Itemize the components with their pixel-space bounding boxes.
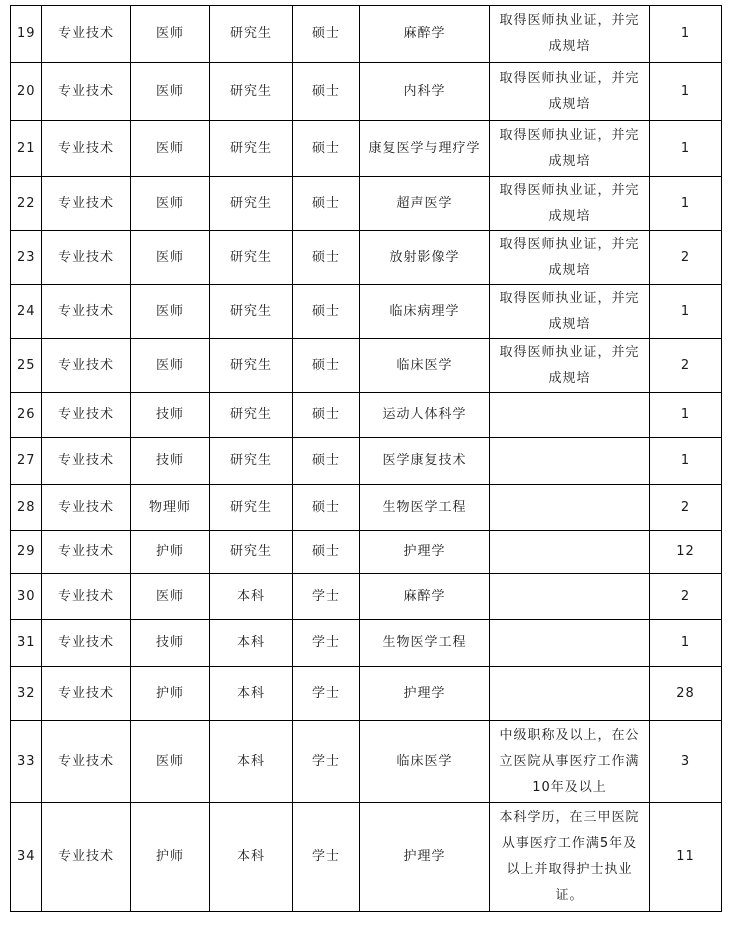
position-cell: 医师: [131, 121, 210, 177]
position-cell: 医师: [131, 6, 210, 63]
table-row: [11, 485, 722, 531]
education-cell: 研究生: [210, 121, 293, 177]
position-cell: 医师: [131, 63, 210, 121]
major-cell: 护理学: [360, 531, 490, 574]
table-row: [11, 438, 722, 485]
table-row: [11, 393, 722, 438]
major-cell: 临床医学: [360, 721, 490, 803]
degree-cell: 硕士: [293, 231, 360, 285]
major-cell: 康复医学与理疗学: [360, 121, 490, 177]
position-cell: 技师: [131, 620, 210, 667]
requirement-cell: 取得医师执业证，并完成规培: [490, 231, 650, 285]
table-row: [11, 177, 722, 231]
education-cell: 本科: [210, 667, 293, 721]
position-cell: 护师: [131, 803, 210, 912]
major-cell: 生物医学工程: [360, 620, 490, 667]
degree-cell: 硕士: [293, 485, 360, 531]
category-cell: 专业技术: [42, 121, 131, 177]
table-row: [11, 531, 722, 574]
education-cell: 研究生: [210, 393, 293, 438]
requirement-cell: 取得医师执业证，并完成规培: [490, 177, 650, 231]
education-cell: 研究生: [210, 63, 293, 121]
category-cell: 专业技术: [42, 393, 131, 438]
headcount-cell: 2: [650, 231, 722, 285]
category-cell: 专业技术: [42, 574, 131, 620]
row-number-cell: 30: [11, 574, 42, 620]
table-row: [11, 285, 722, 339]
degree-cell: 硕士: [293, 6, 360, 63]
table-row: [11, 667, 722, 721]
category-cell: 专业技术: [42, 339, 131, 393]
category-cell: 专业技术: [42, 803, 131, 912]
requirement-cell: 取得医师执业证，并完成规培: [490, 6, 650, 63]
headcount-cell: 1: [650, 6, 722, 63]
education-cell: 研究生: [210, 438, 293, 485]
requirement-cell: [490, 531, 650, 574]
category-cell: 专业技术: [42, 6, 131, 63]
category-cell: 专业技术: [42, 485, 131, 531]
education-cell: 研究生: [210, 231, 293, 285]
row-number-cell: 19: [11, 6, 42, 63]
position-cell: 医师: [131, 285, 210, 339]
requirement-cell: [490, 393, 650, 438]
major-cell: 麻醉学: [360, 6, 490, 63]
requirement-cell: [490, 438, 650, 485]
major-cell: 运动人体科学: [360, 393, 490, 438]
requirement-cell: 取得医师执业证，并完成规培: [490, 339, 650, 393]
major-cell: 护理学: [360, 667, 490, 721]
recruitment-table: [10, 5, 722, 912]
row-number-cell: 28: [11, 485, 42, 531]
headcount-cell: 1: [650, 285, 722, 339]
education-cell: 本科: [210, 574, 293, 620]
headcount-cell: 28: [650, 667, 722, 721]
position-cell: 医师: [131, 177, 210, 231]
headcount-cell: 2: [650, 485, 722, 531]
category-cell: 专业技术: [42, 438, 131, 485]
category-cell: 专业技术: [42, 531, 131, 574]
degree-cell: 硕士: [293, 121, 360, 177]
degree-cell: 学士: [293, 667, 360, 721]
row-number-cell: 21: [11, 121, 42, 177]
position-cell: 护师: [131, 667, 210, 721]
row-number-cell: 22: [11, 177, 42, 231]
headcount-cell: 1: [650, 438, 722, 485]
degree-cell: 硕士: [293, 438, 360, 485]
row-number-cell: 34: [11, 803, 42, 912]
row-number-cell: 23: [11, 231, 42, 285]
headcount-cell: 1: [650, 121, 722, 177]
requirement-cell: [490, 574, 650, 620]
requirement-cell: 取得医师执业证，并完成规培: [490, 285, 650, 339]
category-cell: 专业技术: [42, 620, 131, 667]
row-number-cell: 24: [11, 285, 42, 339]
headcount-cell: 2: [650, 574, 722, 620]
headcount-cell: 1: [650, 393, 722, 438]
requirement-cell: [490, 667, 650, 721]
row-number-cell: 31: [11, 620, 42, 667]
table-row: [11, 574, 722, 620]
table-row: [11, 6, 722, 63]
row-number-cell: 32: [11, 667, 42, 721]
position-cell: 护师: [131, 531, 210, 574]
degree-cell: 硕士: [293, 339, 360, 393]
table-row: [11, 803, 722, 912]
education-cell: 本科: [210, 803, 293, 912]
table-row: [11, 339, 722, 393]
position-cell: 技师: [131, 438, 210, 485]
major-cell: 临床医学: [360, 339, 490, 393]
headcount-cell: 11: [650, 803, 722, 912]
category-cell: 专业技术: [42, 231, 131, 285]
position-cell: 医师: [131, 574, 210, 620]
category-cell: 专业技术: [42, 667, 131, 721]
major-cell: 护理学: [360, 803, 490, 912]
table-row: [11, 620, 722, 667]
degree-cell: 硕士: [293, 393, 360, 438]
row-number-cell: 20: [11, 63, 42, 121]
degree-cell: 学士: [293, 721, 360, 803]
education-cell: 研究生: [210, 285, 293, 339]
position-cell: 医师: [131, 231, 210, 285]
category-cell: 专业技术: [42, 177, 131, 231]
row-number-cell: 33: [11, 721, 42, 803]
education-cell: 研究生: [210, 6, 293, 63]
headcount-cell: 1: [650, 177, 722, 231]
position-cell: 技师: [131, 393, 210, 438]
requirement-cell: 取得医师执业证，并完成规培: [490, 121, 650, 177]
table-row: [11, 63, 722, 121]
major-cell: 超声医学: [360, 177, 490, 231]
headcount-cell: 3: [650, 721, 722, 803]
row-number-cell: 25: [11, 339, 42, 393]
degree-cell: 硕士: [293, 63, 360, 121]
category-cell: 专业技术: [42, 285, 131, 339]
major-cell: 临床病理学: [360, 285, 490, 339]
headcount-cell: 1: [650, 63, 722, 121]
degree-cell: 硕士: [293, 177, 360, 231]
education-cell: 研究生: [210, 531, 293, 574]
row-number-cell: 26: [11, 393, 42, 438]
row-number-cell: 29: [11, 531, 42, 574]
major-cell: 生物医学工程: [360, 485, 490, 531]
requirement-cell: 本科学历，在三甲医院从事医疗工作满5年及以上并取得护士执业证。: [490, 803, 650, 912]
degree-cell: 学士: [293, 620, 360, 667]
position-cell: 医师: [131, 721, 210, 803]
education-cell: 本科: [210, 721, 293, 803]
requirement-cell: 中级职称及以上，在公立医院从事医疗工作满10年及以上: [490, 721, 650, 803]
table-body: [11, 6, 722, 912]
category-cell: 专业技术: [42, 721, 131, 803]
row-number-cell: 27: [11, 438, 42, 485]
requirement-cell: [490, 485, 650, 531]
headcount-cell: 1: [650, 620, 722, 667]
headcount-cell: 12: [650, 531, 722, 574]
education-cell: 研究生: [210, 177, 293, 231]
requirement-cell: 取得医师执业证，并完成规培: [490, 63, 650, 121]
position-cell: 医师: [131, 339, 210, 393]
education-cell: 研究生: [210, 339, 293, 393]
degree-cell: 学士: [293, 574, 360, 620]
major-cell: 麻醉学: [360, 574, 490, 620]
major-cell: 内科学: [360, 63, 490, 121]
table-row: [11, 231, 722, 285]
table-row: [11, 121, 722, 177]
position-cell: 物理师: [131, 485, 210, 531]
category-cell: 专业技术: [42, 63, 131, 121]
headcount-cell: 2: [650, 339, 722, 393]
major-cell: 放射影像学: [360, 231, 490, 285]
table-row: [11, 721, 722, 803]
degree-cell: 学士: [293, 803, 360, 912]
education-cell: 本科: [210, 620, 293, 667]
requirement-cell: [490, 620, 650, 667]
education-cell: 研究生: [210, 485, 293, 531]
degree-cell: 硕士: [293, 285, 360, 339]
degree-cell: 硕士: [293, 531, 360, 574]
major-cell: 医学康复技术: [360, 438, 490, 485]
